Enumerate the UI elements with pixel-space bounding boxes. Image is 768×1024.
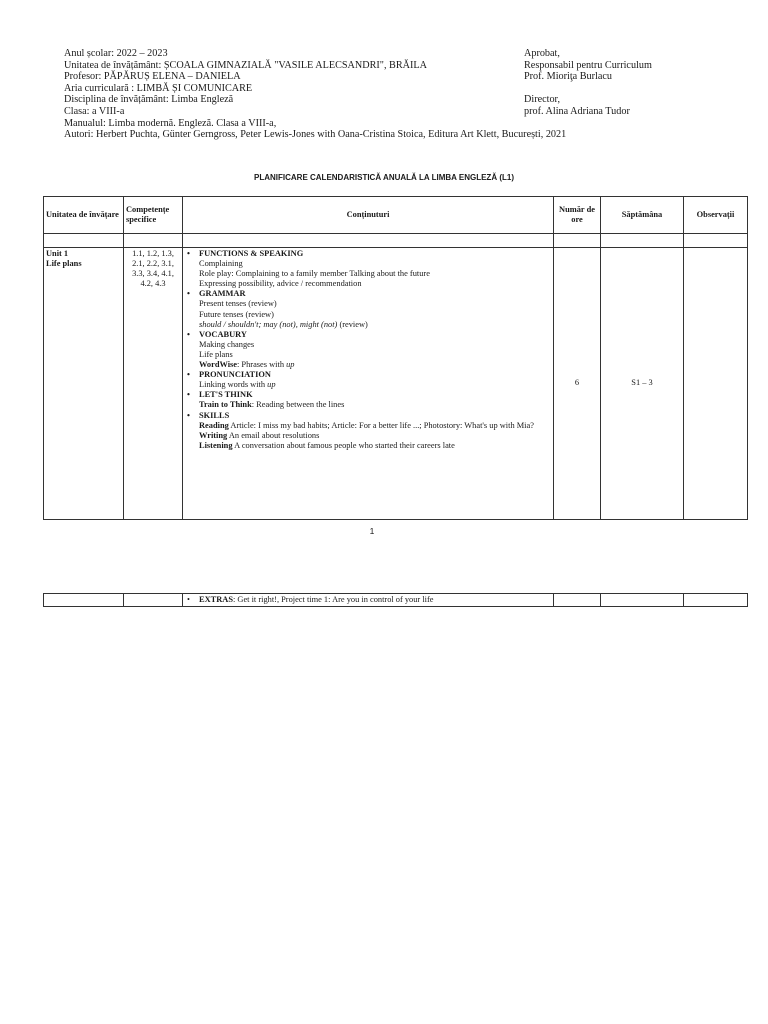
header-notes: Observații (684, 197, 748, 234)
content-text: : Reading between the lines (251, 400, 345, 410)
page-title: PLANIFICARE CALENDARISTICĂ ANUALĂ LA LIMBA ENGLEZĂ (L1) (254, 173, 514, 182)
header-week: Săptămâna (601, 197, 684, 234)
header-line: Disciplina de învățământ: Limba Engleză (64, 94, 234, 106)
header-line: Unitatea de învățământ: ȘCOALA GIMNAZIALĂ "VASILE ALECSANDRI", BRĂILA (64, 59, 427, 71)
planning-table-continued (43, 593, 748, 607)
content-text: Linking words with (199, 380, 268, 390)
header-right-line: Prof. Mioriţa Burlacu (524, 71, 612, 83)
content-line: Future tenses (review) (199, 309, 274, 319)
content-cell (183, 594, 554, 607)
header-line: Aria curriculară : LIMBĂ ȘI COMUNICARE (64, 82, 253, 94)
hours-cell: 6 (554, 248, 601, 520)
unit-cell (44, 248, 124, 520)
empty-cell (554, 234, 601, 248)
notes-cell (684, 248, 748, 520)
header-right-line: prof. Alina Adriana Tudor (524, 105, 630, 117)
approved-label: Aprobat, (524, 48, 560, 59)
content-italic: should / shouldn't; may (not), might (not) (199, 319, 338, 329)
content-label: Train to Think (199, 400, 252, 410)
empty-cell (124, 594, 183, 607)
content-label: WordWise (199, 360, 238, 370)
content-line (199, 595, 551, 605)
header-competences: Competențe specifice (124, 197, 183, 234)
content-line (199, 380, 551, 390)
header-right-line (524, 83, 684, 95)
section-lets-think: • LET'S THINK (199, 390, 551, 400)
header-unit: Unitatea de învățare (44, 197, 124, 234)
header-right-line: Responsabil pentru Curriculum (524, 59, 652, 71)
header-line: Manualul: Limba modernă. Engleză. Clasa a VIII-a, (64, 117, 277, 129)
unit-name: Life plans (46, 259, 82, 269)
header-hours: Număr de ore (554, 197, 601, 234)
content-text: Article: I miss my bad habits; Article: For a better life ...; Photostory: What's up with Mia? (228, 420, 534, 430)
content-label: Reading (199, 420, 229, 430)
unit-number: Unit 1 (46, 249, 69, 258)
content-line: Complaining (199, 259, 243, 269)
section-pronunciation: • PRONUNCIATION (199, 370, 551, 380)
content-text: : Phrases with (237, 360, 287, 370)
planning-table (43, 196, 748, 520)
content-line: Making changes Life plans (199, 339, 255, 359)
empty-cell (601, 234, 684, 248)
empty-cell (601, 594, 684, 607)
header-line: Profesor: PĂPĂRUȘ ELENA – DANIELA (64, 71, 241, 83)
section-skills: • SKILLS (199, 411, 551, 421)
header-line: Clasa: a VIII-a (64, 105, 125, 117)
content-line: Present tenses (review) (199, 299, 277, 309)
header-line: Anul școlar: 2022 – 2023 (64, 48, 168, 59)
content-label: EXTRAS (199, 595, 233, 604)
empty-cell (684, 594, 748, 607)
content-line (199, 400, 551, 410)
document-header (64, 48, 684, 141)
competences-cell: 1.1, 1.2, 1.3, 2.1, 2.2, 3.1, 3.3, 3.4, 4.1, 4.2, 4.3 (124, 248, 183, 520)
content-italic: up (267, 380, 276, 390)
content-label: Listening (199, 440, 233, 450)
empty-cell (44, 234, 124, 248)
header-line: Autori: Herbert Puchta, Günter Gerngross, Peter Lewis-Jones with Oana-Cristina Stoica, Editura Art Klett, București, 2021 (64, 129, 567, 141)
content-line (199, 441, 551, 451)
section-vocabulary: • VOCABURY (199, 330, 551, 340)
content-text: A conversation about famous people who started their careers late (232, 440, 455, 450)
empty-cell (44, 594, 124, 607)
content-line (199, 421, 551, 431)
week-cell: S1 – 3 (601, 248, 684, 520)
content-italic: up (286, 360, 295, 370)
content-line (199, 320, 551, 330)
content-line: Role play: Complaining to a family member Talking about the future (199, 269, 430, 279)
content-text: An email about resolutions (227, 430, 320, 440)
header-right-line: Director, (524, 94, 561, 106)
content-text: : Get it right!, Project time 1: Are you in control of your life (232, 595, 434, 604)
content-line (199, 431, 551, 441)
section-functions: • FUNCTIONS & SPEAKING (199, 249, 551, 259)
content-cell (183, 248, 554, 520)
header-content: Conținuturi (183, 197, 554, 234)
empty-cell (124, 234, 183, 248)
content-line (199, 360, 551, 370)
content-label: Writing (199, 430, 228, 440)
section-grammar: • GRAMMAR (199, 289, 551, 299)
empty-cell (554, 594, 601, 607)
page-number: 1 (369, 526, 375, 536)
content-line: Expressing possibility, advice / recommendation (199, 279, 362, 289)
empty-cell (684, 234, 748, 248)
empty-cell (183, 234, 554, 248)
content-text: (review) (337, 319, 368, 329)
